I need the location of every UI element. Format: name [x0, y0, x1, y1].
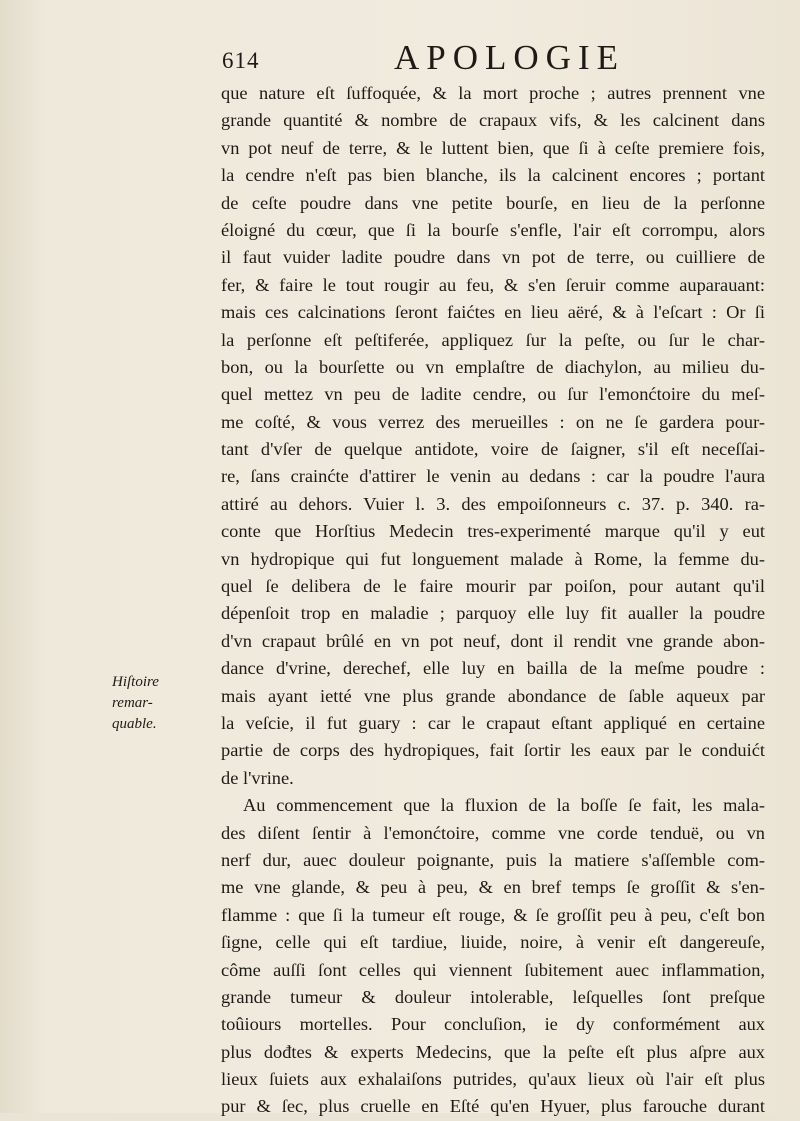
text-line: vn hydropique qui fut longuement malade à Rome, la femme du-: [221, 548, 765, 569]
text-line: conte que Horſtius Medecin tres-experimenté marque qu'il y eut: [221, 521, 765, 542]
text-line: mais ayant ietté vne plus grande abondance de ſable aqueux par: [221, 685, 765, 706]
text-line: éloigné du cœur, que ſi la bourſe s'enfle, l'air eſt corrompu, alors: [221, 219, 765, 240]
margin-note-line: remar-: [112, 695, 153, 711]
text-line: que nature eſt ſuffoquée, & la mort proche ; autres prennent vne: [221, 83, 765, 103]
text-line: quel mettez vn peu de ladite cendre, ou ſur l'emonćtoire du meſ-: [221, 384, 765, 405]
text-line: la cendre n'eſt pas bien blanche, ils la calcinent encores ; portant: [221, 165, 765, 186]
body-text: [221, 80, 765, 1121]
text-line: tant d'vſer de quelque antidote, voire de ſaigner, s'il eſt neceſſai-: [221, 439, 765, 460]
text-line: côme auſſi ſont celles qui viennent ſubitement auec inflammation,: [221, 959, 765, 980]
text-line: toûiours mortelles. Pour concluſion, ie dy conformément aux: [221, 1014, 765, 1035]
text-line: pur & ſec, plus cruelle en Eſté qu'en Hyuer, plus farouche durant: [221, 1096, 765, 1117]
text-line: me coſté, & vous verrez des merueilles : on ne ſe gardera pour-: [221, 411, 765, 432]
text-line: quel ſe delibera de le faire mourir par poiſon, pour autant qu'il: [221, 576, 765, 597]
text-line: fer, & faire le tout rougir au feu, & s'en ſeruir comme auparauant:: [221, 274, 765, 295]
text-line: ſigne, celle qui eſt tardiue, liuide, noire, à venir eſt dangereuſe,: [221, 932, 765, 953]
text-line: re, ſans crainćte d'attirer le venin au dedans : car la poudre l'aura: [221, 466, 765, 487]
text-line: grande quantité & nombre de crapaux vifs, & les calcinent dans: [221, 110, 765, 131]
margin-note-line: Hiſtoire: [112, 674, 159, 690]
text-line: attiré au dehors. Vuier l. 3. des empoiſonneurs c. 37. p. 340. ra-: [221, 493, 765, 514]
text-line: il faut vuider ladite poudre dans vn pot de terre, ou cuilliere de: [221, 247, 765, 268]
text-line: me vne glande, & peu à peu, & en bref temps ſe groſſit & s'en-: [221, 877, 765, 898]
text-line: nerf dur, auec douleur poignante, puis la matiere s'aſſemble com-: [221, 849, 765, 870]
margin-note: [112, 672, 192, 735]
margin-note-line: quable.: [112, 716, 157, 732]
text-line: vn pot neuf de terre, & le luttent bien, que ſi à ceſte premiere fois,: [221, 137, 765, 158]
text-line: Au commencement que la fluxion de la boſſe ſe fait, les mala-: [243, 795, 765, 816]
text-line: bon, ou la bourſette ou vn emplaſtre de diachylon, au milieu du-: [221, 356, 765, 377]
text-line: plus dođtes & experts Medecins, que la peſte eſt plus aſpre aux: [221, 1041, 765, 1062]
running-head: APOLOGIE: [394, 38, 625, 77]
text-line: de l'vrine.: [221, 767, 294, 788]
text-line: flamme : que ſi la tumeur eſt rouge, & ſe groſſit peu à peu, c'eſt bon: [221, 904, 765, 925]
text-line: partie de corps des hydropiques, fait ſortir les eaux par le conduićt: [221, 740, 765, 761]
text-line: lieux ſuiets aux exhalaiſons putrides, qu'aux lieux où l'air eſt plus: [221, 1069, 765, 1090]
text-line: la perſonne eſt peſtiferée, appliquez ſur la peſte, ou ſur le char-: [221, 329, 765, 350]
text-line: mais ces calcinations ſeront faićtes en lieu aëré, & à l'eſcart : Or ſi: [221, 302, 765, 323]
page-number: 614: [222, 48, 260, 73]
page-header: [0, 36, 800, 80]
text-line: des diſent ſentir à l'emonćtoire, comme vne corde tenduë, ou vn: [221, 822, 765, 843]
text-line: grande tumeur & douleur intolerable, leſquelles ſont preſque: [221, 986, 765, 1007]
text-line: la veſcie, il fut guary : car le crapaut eſtant appliqué en certaine: [221, 712, 765, 733]
text-line: dépenſoit trop en maladie ; parquoy elle luy fit aualler la poudre: [221, 603, 765, 624]
text-line: dance d'vrine, derechef, elle luy en bailla de la meſme poudre :: [221, 658, 765, 679]
text-line: d'vn crapaut brûlé en vn pot neuf, dont il rendit vne grande abon-: [221, 630, 765, 651]
text-line: de ceſte poudre dans vne petite bourſe, en lieu de la perſonne: [221, 192, 765, 213]
